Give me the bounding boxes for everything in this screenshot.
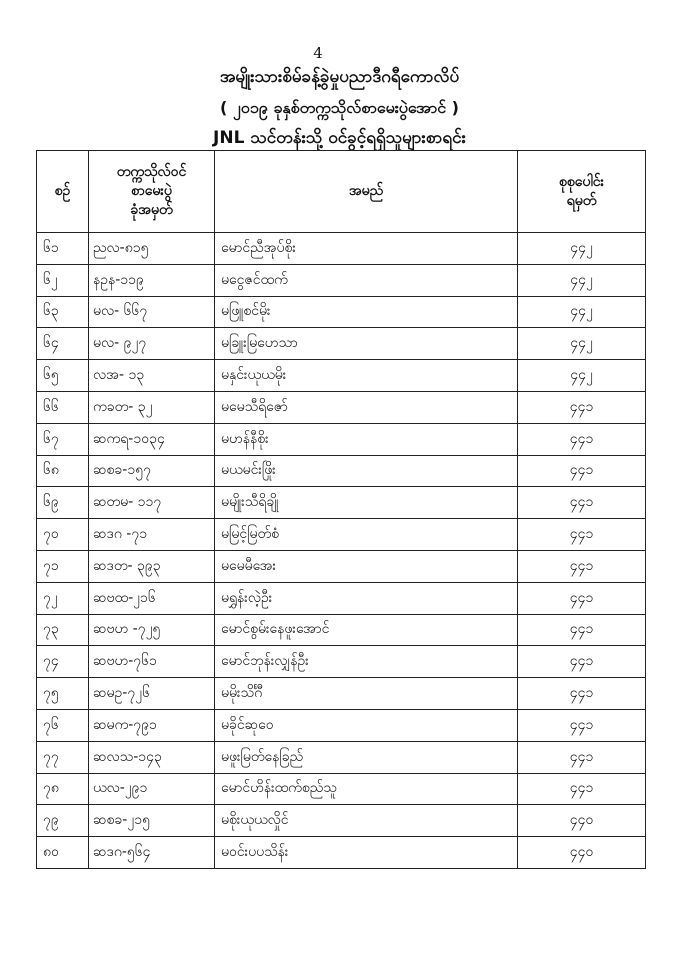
header-exam-number-line2: စာမေးပွဲ	[131, 183, 172, 200]
table-row	[37, 550, 646, 582]
cell-name: မောင်ညီအုပ်စိုး	[215, 233, 518, 265]
header-exam-number-line1: တက္ကသိုလ်ဝင်	[116, 164, 187, 181]
table-header-row	[37, 151, 646, 233]
cell-total-mark: ၄၄၂	[518, 264, 646, 296]
cell-index: ၈၀	[37, 837, 89, 869]
cell-name: မမျိုးသီရိချို	[215, 487, 518, 519]
cell-name: မယမင်းဖြိုး	[215, 455, 518, 487]
cell-exam-number: ဆတမ- ၁၁၇	[89, 487, 215, 519]
table-row	[37, 360, 646, 392]
cell-index: ၇၁	[37, 550, 89, 582]
header-total-mark-line2: ရမှတ်	[566, 192, 597, 209]
cell-name: မနှင်းယုယမိုး	[215, 360, 518, 392]
header-exam-number-line3: ခုံအမှတ်	[130, 201, 173, 218]
cell-index: ၆၃	[37, 296, 89, 328]
cell-exam-number: မလ- ၉၂၇	[89, 328, 215, 360]
title-college: အမျိုးသားစိမ်ခန့်ခွဲမှုပညာဒီဂရီကောလိပ်	[219, 67, 460, 87]
cell-name: မမြင့်မြတ်စံ	[215, 519, 518, 551]
title-exam-year: ( ၂၀၁၉ ခုနှစ်တက္ကသိုလ်စာမေးပွဲအောင် )	[220, 98, 459, 117]
cell-name: မဖြူစင်မိုး	[215, 296, 518, 328]
cell-index: ၆၇	[37, 423, 89, 455]
cell-total-mark: ၄၄၂	[518, 360, 646, 392]
table-row	[37, 709, 646, 741]
cell-total-mark: ၄၄၁	[518, 773, 646, 805]
cell-total-mark: ၄၄၁	[518, 709, 646, 741]
cell-total-mark: ၄၄၀	[518, 805, 646, 837]
cell-total-mark: ၄၄၂	[518, 296, 646, 328]
page-number: 4	[313, 44, 323, 62]
table-row	[37, 296, 646, 328]
cell-name: မောင်စွမ်းနေဖူးအောင်	[215, 614, 518, 646]
cell-index: ၇၅	[37, 678, 89, 710]
cell-exam-number: ဆဒဂ -၇၁	[89, 519, 215, 551]
cell-index: ၇၃	[37, 614, 89, 646]
cell-exam-number: ဆစခ-၂၁၅	[89, 805, 215, 837]
title-list: JNL သင်တန်းသို့ ဝင်ခွင့်ရရှိသူများစာရင်း	[213, 128, 466, 148]
cell-exam-number: ဆဗထ-၂၁၆	[89, 582, 215, 614]
cell-total-mark: ၄၄၁	[518, 614, 646, 646]
cell-name: မစိုးယုယလှိုင်	[215, 805, 518, 837]
cell-total-mark: ၄၄၁	[518, 646, 646, 678]
cell-index: ၇၂	[37, 582, 89, 614]
table-row	[37, 328, 646, 360]
cell-total-mark: ၄၄၁	[518, 423, 646, 455]
table-row	[37, 487, 646, 519]
cell-exam-number: ဆမက-၇၉၁	[89, 709, 215, 741]
cell-index: ၇၄	[37, 646, 89, 678]
cell-total-mark: ၄၄၂	[518, 233, 646, 265]
cell-name: မမေမီအေး	[215, 550, 518, 582]
cell-exam-number: ကခတ- ၃၂	[89, 391, 215, 423]
cell-total-mark: ၄၄၂	[518, 328, 646, 360]
table-row	[37, 264, 646, 296]
cell-exam-number: ဆကရ-၁၀၃၄	[89, 423, 215, 455]
cell-index: ၆၄	[37, 328, 89, 360]
cell-exam-number: ညလ-၈၁၅	[89, 233, 215, 265]
admission-table	[36, 150, 646, 869]
table-row	[37, 741, 646, 773]
table-row	[37, 614, 646, 646]
cell-exam-number: မလ- ၆၆၇	[89, 296, 215, 328]
table-row	[37, 678, 646, 710]
cell-index: ၆၈	[37, 455, 89, 487]
table-row	[37, 233, 646, 265]
cell-name: မောင်ဘုန်းလျှန်ဦး	[215, 646, 518, 678]
cell-index: ၇၇	[37, 741, 89, 773]
cell-name: မခိုင်ဆုဝေ	[215, 709, 518, 741]
cell-name: မငွေဇင်ထက်	[215, 264, 518, 296]
cell-name: မောင်ဟိန်းထက်စည်သူ	[215, 773, 518, 805]
table-row	[37, 582, 646, 614]
cell-total-mark: ၄၄၁	[518, 678, 646, 710]
cell-total-mark: ၄၄၁	[518, 455, 646, 487]
cell-exam-number: ဆဗဟ-၇၆၁	[89, 646, 215, 678]
cell-index: ၆၆	[37, 391, 89, 423]
table-row	[37, 519, 646, 551]
cell-total-mark: ၄၄၁	[518, 519, 646, 551]
cell-index: ၆၉	[37, 487, 89, 519]
cell-index: ၇၉	[37, 805, 89, 837]
cell-name: မရွှန်းလဲ့ဦး	[215, 582, 518, 614]
cell-exam-number: နဥန-၁၁၉	[89, 264, 215, 296]
cell-exam-number: ဆမဥ-၇၂၆	[89, 678, 215, 710]
cell-exam-number: ဆဗဟ -၇၂၅	[89, 614, 215, 646]
header-name: အမည်	[215, 151, 518, 233]
cell-total-mark: ၄၄၁	[518, 550, 646, 582]
cell-total-mark: ၄၄၁	[518, 487, 646, 519]
cell-name: မဝင်းပပသိန်း	[215, 837, 518, 869]
table-row	[37, 455, 646, 487]
cell-exam-number: လအ- ၁၃	[89, 360, 215, 392]
cell-index: ၆၁	[37, 233, 89, 265]
cell-exam-number: ယလ-၂၉၁	[89, 773, 215, 805]
cell-name: မမေသီရိဇော်	[215, 391, 518, 423]
cell-name: မမိုးသိင်္ဂီ	[215, 678, 518, 710]
cell-index: ၇၈	[37, 773, 89, 805]
table-row	[37, 805, 646, 837]
table-row	[37, 646, 646, 678]
cell-name: မဟန်နီစိုး	[215, 423, 518, 455]
table-row	[37, 423, 646, 455]
table-row	[37, 391, 646, 423]
header-total-mark-line1: စုစုပေါင်း	[558, 173, 605, 190]
cell-total-mark: ၄၄၀	[518, 837, 646, 869]
cell-total-mark: ၄၄၁	[518, 741, 646, 773]
cell-index: ၆၅	[37, 360, 89, 392]
table-row	[37, 837, 646, 869]
cell-exam-number: ဆစခ-၁၅၇	[89, 455, 215, 487]
cell-index: ၇၀	[37, 519, 89, 551]
cell-exam-number: ဆဒတ- ၃၉၃	[89, 550, 215, 582]
cell-total-mark: ၄၄၁	[518, 391, 646, 423]
table-row	[37, 773, 646, 805]
cell-index: ၆၂	[37, 264, 89, 296]
cell-name: မဖူးမြတ်နေခြည်	[215, 741, 518, 773]
header-index: စဉ်	[37, 151, 89, 233]
cell-exam-number: ဆလသ-၁၄၃	[89, 741, 215, 773]
cell-index: ၇၆	[37, 709, 89, 741]
header-exam-number	[89, 151, 215, 233]
cell-exam-number: ဆဒဂ-၅၆၄	[89, 837, 215, 869]
cell-name: မခြူးမြဟေသာ	[215, 328, 518, 360]
header-total-mark	[518, 151, 646, 233]
cell-total-mark: ၄၄၁	[518, 582, 646, 614]
